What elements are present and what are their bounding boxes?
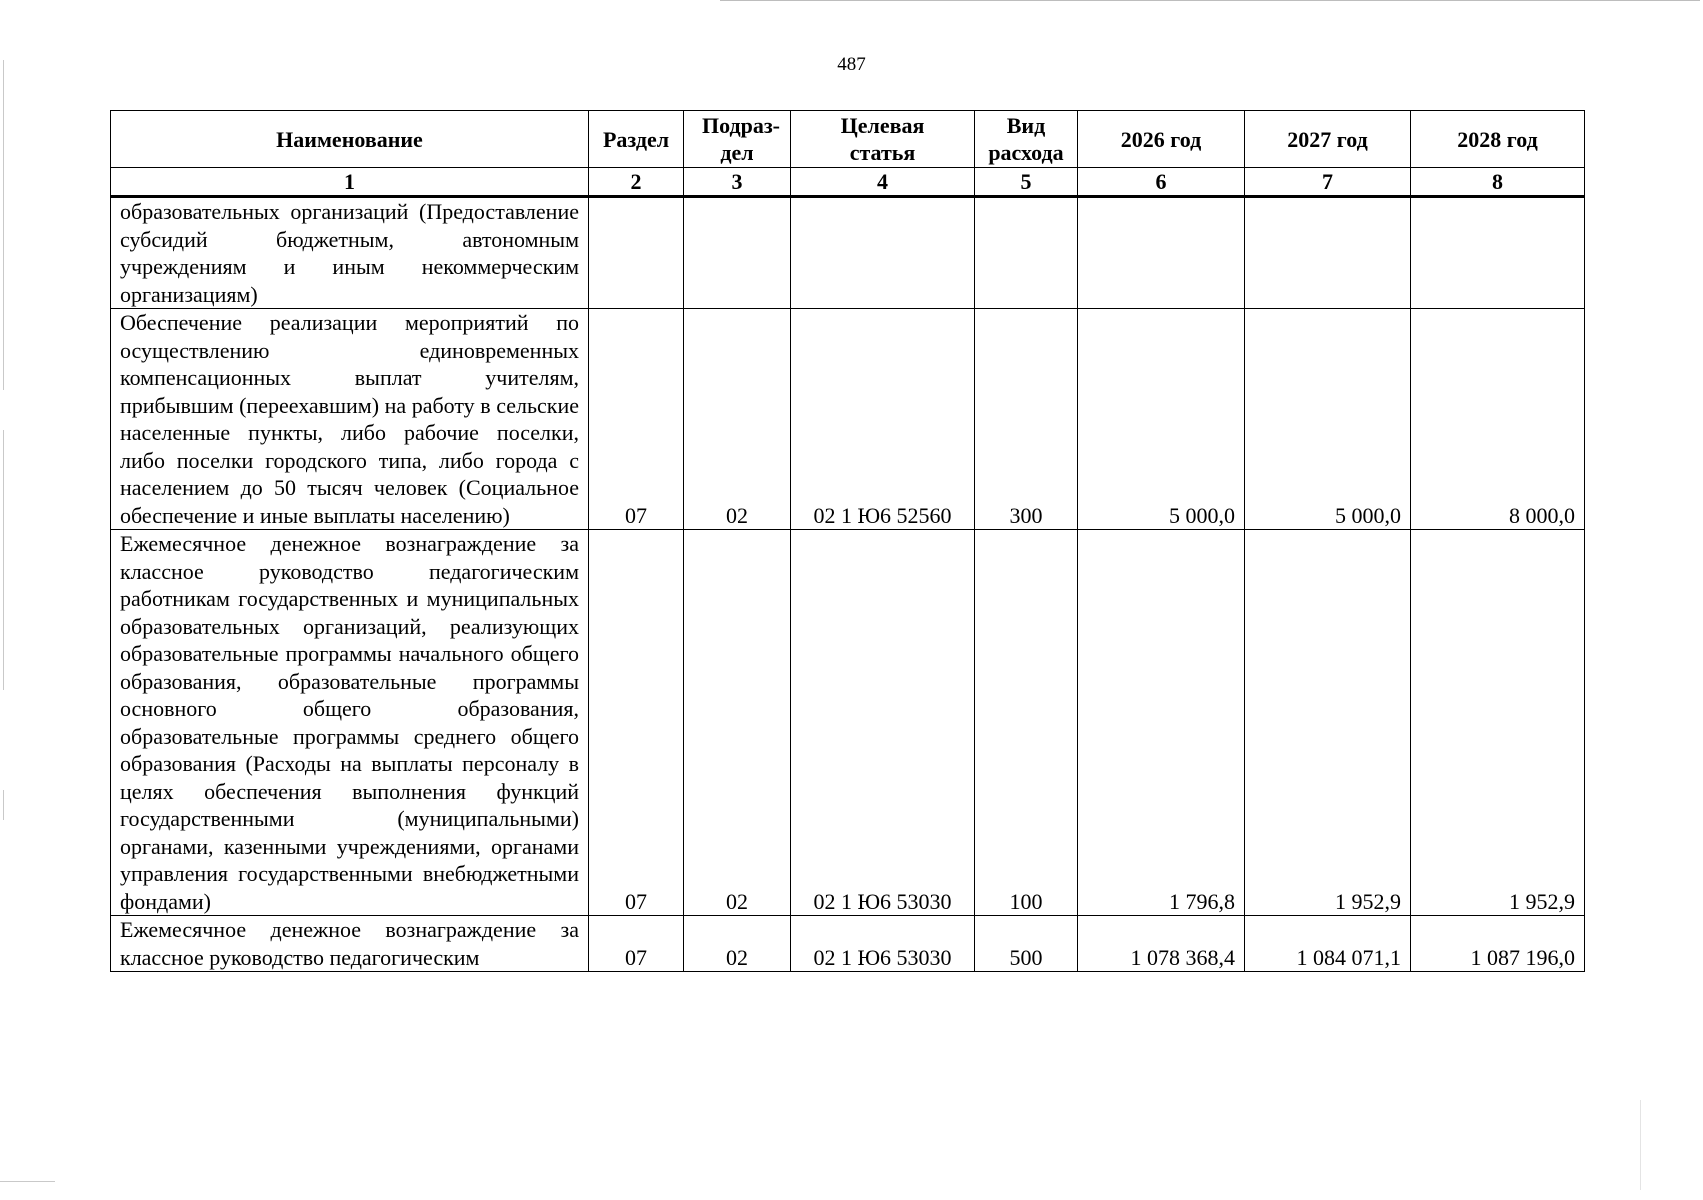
row-target: 02 1 Ю6 53030 [791, 916, 975, 972]
row-vid: 300 [975, 309, 1078, 530]
column-number: 4 [791, 168, 975, 197]
row-podrazdel: 02 [684, 916, 791, 972]
column-number: 2 [589, 168, 684, 197]
column-number: 3 [684, 168, 791, 197]
row-podrazdel: 02 [684, 309, 791, 530]
column-number: 5 [975, 168, 1078, 197]
header-podrazdel: Подраз-дел [684, 111, 791, 168]
row-2027 [1245, 197, 1411, 309]
table-row [111, 530, 1585, 916]
row-target: 02 1 Ю6 53030 [791, 530, 975, 916]
scan-left-margin-mark [3, 60, 4, 390]
row-2026: 1 078 368,4 [1078, 916, 1245, 972]
row-podrazdel [684, 197, 791, 309]
row-vid [975, 197, 1078, 309]
row-2026 [1078, 197, 1245, 309]
row-2028: 1 087 196,0 [1411, 916, 1585, 972]
row-vid: 100 [975, 530, 1078, 916]
table-row [111, 309, 1585, 530]
header-2026: 2026 год [1078, 111, 1245, 168]
row-name: Обеспечение реализации мероприятий по осуществлению единовременных компенсационных выплат учителям, прибывшим (переехавшим) на работу в сельские населенные пункты, либо рабочие поселки, либо поселки городского типа, либо города с населением до 50 тысяч человек (Социальное обеспечение и иные выплаты населению) [111, 309, 589, 530]
row-2027: 5 000,0 [1245, 309, 1411, 530]
header-2028: 2028 год [1411, 111, 1585, 168]
header-target: Целевая статья [791, 111, 975, 168]
scan-top-rule [720, 0, 1700, 1]
scan-right-mark [1640, 1100, 1641, 1190]
column-number: 1 [111, 168, 589, 197]
row-2028: 8 000,0 [1411, 309, 1585, 530]
column-number: 7 [1245, 168, 1411, 197]
column-number: 6 [1078, 168, 1245, 197]
row-2026: 1 796,8 [1078, 530, 1245, 916]
row-2027: 1 952,9 [1245, 530, 1411, 916]
scan-bottom-mark [0, 1181, 55, 1182]
column-number: 8 [1411, 168, 1585, 197]
scan-left-margin-mark [3, 430, 4, 690]
row-name: Ежемесячное денежное вознаграждение за классное руководство педагогическим работникам государственных и муниципальных образовательных организаций, реализующих образовательные программы начального общего образования, образовательные программы основного общего образования, образовательные программы среднего общего образования (Расходы на выплаты персоналу в целях обеспечения выполнения функций государственными (муниципальными) органами, казенными учреждениями, органами управления государственными внебюджетными фондами) [111, 530, 589, 916]
table-row [111, 197, 1585, 309]
budget-table [110, 110, 1585, 972]
row-2027: 1 084 071,1 [1245, 916, 1411, 972]
row-razdel: 07 [589, 916, 684, 972]
header-vid: Вид расхода [975, 111, 1078, 168]
column-number-row [111, 168, 1585, 197]
scan-left-margin-mark [3, 790, 4, 820]
row-razdel: 07 [589, 530, 684, 916]
row-2028 [1411, 197, 1585, 309]
row-target: 02 1 Ю6 52560 [791, 309, 975, 530]
row-2026: 5 000,0 [1078, 309, 1245, 530]
table-header-row [111, 111, 1585, 168]
row-razdel: 07 [589, 309, 684, 530]
row-name: Ежемесячное денежное вознаграждение за классное руководство педагогическим [111, 916, 589, 972]
row-podrazdel: 02 [684, 530, 791, 916]
row-vid: 500 [975, 916, 1078, 972]
row-target [791, 197, 975, 309]
header-2027: 2027 год [1245, 111, 1411, 168]
row-2028: 1 952,9 [1411, 530, 1585, 916]
page-number: 487 [837, 54, 866, 75]
header-razdel: Раздел [589, 111, 684, 168]
table-row [111, 916, 1585, 972]
row-razdel [589, 197, 684, 309]
row-name: образовательных организаций (Предоставление субсидий бюджетным, автономным учреждениям и иным некоммерческим организациям) [111, 197, 589, 309]
header-name: Наименование [111, 111, 589, 168]
